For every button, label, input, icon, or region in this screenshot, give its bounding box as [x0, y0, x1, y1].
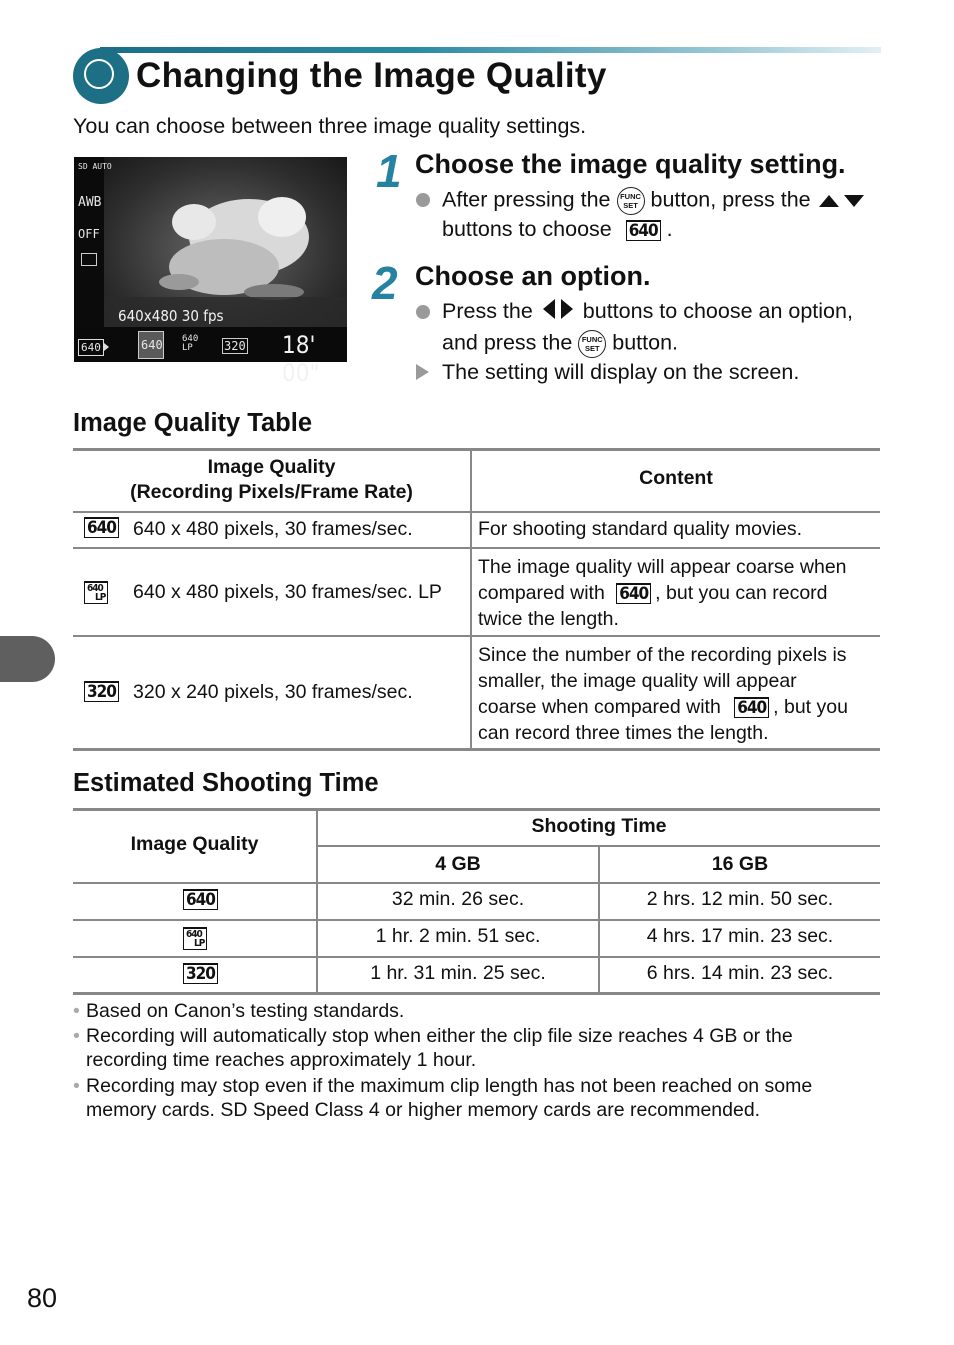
quality-640lp-icon: 640 LP: [183, 927, 207, 950]
table-column-rule: [470, 450, 472, 749]
time-table-quality-header: Image Quality: [130, 833, 259, 855]
awb-icon: AWB: [78, 195, 102, 210]
left-right-arrows-icon: [543, 299, 573, 325]
step-1-line-1: After pressing the FUNC SET button, press the: [442, 187, 865, 215]
table-bottom-rule: [73, 748, 880, 751]
camera-option-640lp-icon: 640 LP: [182, 334, 199, 353]
quality-row-1-label: 640 x 480 pixels, 30 frames/sec.: [133, 518, 413, 540]
title-rule: [100, 47, 881, 53]
func-set-button-icon: FUNC SET: [578, 330, 606, 358]
time-row-2-16gb: 4 hrs. 17 min. 23 sec.: [646, 925, 834, 947]
time-table-time-header: Shooting Time: [531, 815, 667, 837]
note-3-line-2: memory cards. SD Speed Class 4 or higher memory cards are recommended.: [86, 1099, 761, 1121]
bullet-icon: [416, 193, 430, 207]
camera-caption: 640x480 30 fps: [118, 307, 224, 325]
table-rule: [73, 919, 880, 921]
table-rule: [73, 882, 880, 884]
step-2-result: The setting will display on the screen.: [442, 360, 800, 384]
step-1-heading: Choose the image quality setting.: [415, 149, 846, 179]
step-1-line-2: buttons to choose 640 .: [442, 217, 673, 241]
table-rule: [73, 511, 880, 513]
quality-table-heading: Image Quality Table: [73, 409, 313, 437]
func-set-button-icon: FUNC SET: [617, 187, 645, 215]
quality-row-3-label: 320 x 240 pixels, 30 frames/sec.: [133, 681, 413, 703]
quality-table-col2-header: Content: [639, 467, 713, 489]
step-2-number: 2: [372, 257, 398, 309]
flash-off-icon: OFF: [78, 227, 100, 241]
time-row-2-4gb: 1 hr. 2 min. 51 sec.: [375, 925, 541, 947]
table-bottom-rule: [73, 992, 880, 995]
camera-current-quality-icon: 640: [78, 339, 104, 356]
note-1: Based on Canon’s testing standards.: [86, 1000, 405, 1022]
note-2-line-2: recording time reaches approximately 1 hour.: [86, 1049, 477, 1071]
table-rule: [73, 635, 880, 637]
quality-table-col1-header: Image Quality (Recording Pixels/Frame Rate): [130, 456, 413, 503]
time-table-heading: Estimated Shooting Time: [73, 769, 379, 797]
quality-320-icon: 320: [183, 963, 218, 984]
note-bullet: •: [73, 1075, 80, 1097]
camera-arrow-icon: [104, 343, 109, 351]
quality-row-1-content: For shooting standard quality movies.: [478, 518, 803, 540]
quality-640lp-icon: 640 LP: [84, 581, 108, 604]
page-number: 80: [27, 1283, 58, 1313]
time-table-16gb-header: 16 GB: [711, 853, 769, 875]
time-row-3-4gb: 1 hr. 31 min. 25 sec.: [370, 962, 546, 984]
quality-640-icon: 640: [626, 220, 661, 241]
note-bullet: •: [73, 1000, 80, 1022]
note-2-line-1: Recording will automatically stop when either the clip file size reaches 4 GB or the: [86, 1025, 793, 1047]
camera-option-640-icon: 640: [141, 338, 163, 352]
table-rule: [73, 956, 880, 958]
chapter-tab: [0, 636, 55, 682]
time-row-1-16gb: 2 hrs. 12 min. 50 sec.: [646, 888, 834, 910]
table-top-rule: [73, 448, 880, 451]
table-top-rule: [73, 808, 880, 811]
quality-row-2-label: 640 x 480 pixels, 30 frames/sec. LP: [133, 581, 442, 603]
page-title: Changing the Image Quality: [136, 56, 607, 95]
title-ring-icon: [84, 59, 114, 89]
quality-640-icon: 640: [734, 697, 769, 718]
note-bullet: •: [73, 1025, 80, 1047]
bullet-icon: [416, 305, 430, 319]
time-row-1-4gb: 32 min. 26 sec.: [391, 888, 525, 910]
step-1-number: 1: [376, 145, 402, 197]
quality-640-icon: 640: [84, 517, 119, 538]
table-rule: [73, 547, 880, 549]
step-2-heading: Choose an option.: [415, 261, 651, 291]
camera-screen-image: [74, 157, 347, 387]
step-2-line-1: Press the buttons to choose an option,: [442, 299, 853, 325]
time-row-3-16gb: 6 hrs. 14 min. 23 sec.: [646, 962, 834, 984]
result-arrow-icon: [416, 364, 429, 380]
sd-auto-icon: SD AUTO: [78, 162, 112, 171]
quality-640-icon: 640: [183, 889, 218, 910]
note-3-line-1: Recording may stop even if the maximum clip length has not been reached on some: [86, 1075, 813, 1097]
quality-640-icon: 640: [616, 583, 651, 604]
step-2-line-2: and press the FUNC SET button.: [442, 330, 678, 358]
camera-option-320-icon: 320: [224, 339, 246, 353]
intro-text: You can choose between three image quality settings.: [73, 114, 587, 138]
quality-row-2-content: The image quality will appear coarse when compared with 640 , but you can record twice the length.: [478, 556, 847, 630]
quality-row-3-content: Since the number of the recording pixels is smaller, the image quality will appear coarse when compared with 640 , but you can record three times the length.: [478, 644, 848, 744]
up-down-arrows-icon: [819, 189, 865, 214]
camera-remaining-time: 18' 00": [282, 331, 320, 387]
time-table-4gb-header: 4 GB: [435, 853, 481, 875]
stabilizer-icon: [81, 253, 97, 266]
quality-320-icon: 320: [84, 681, 119, 702]
